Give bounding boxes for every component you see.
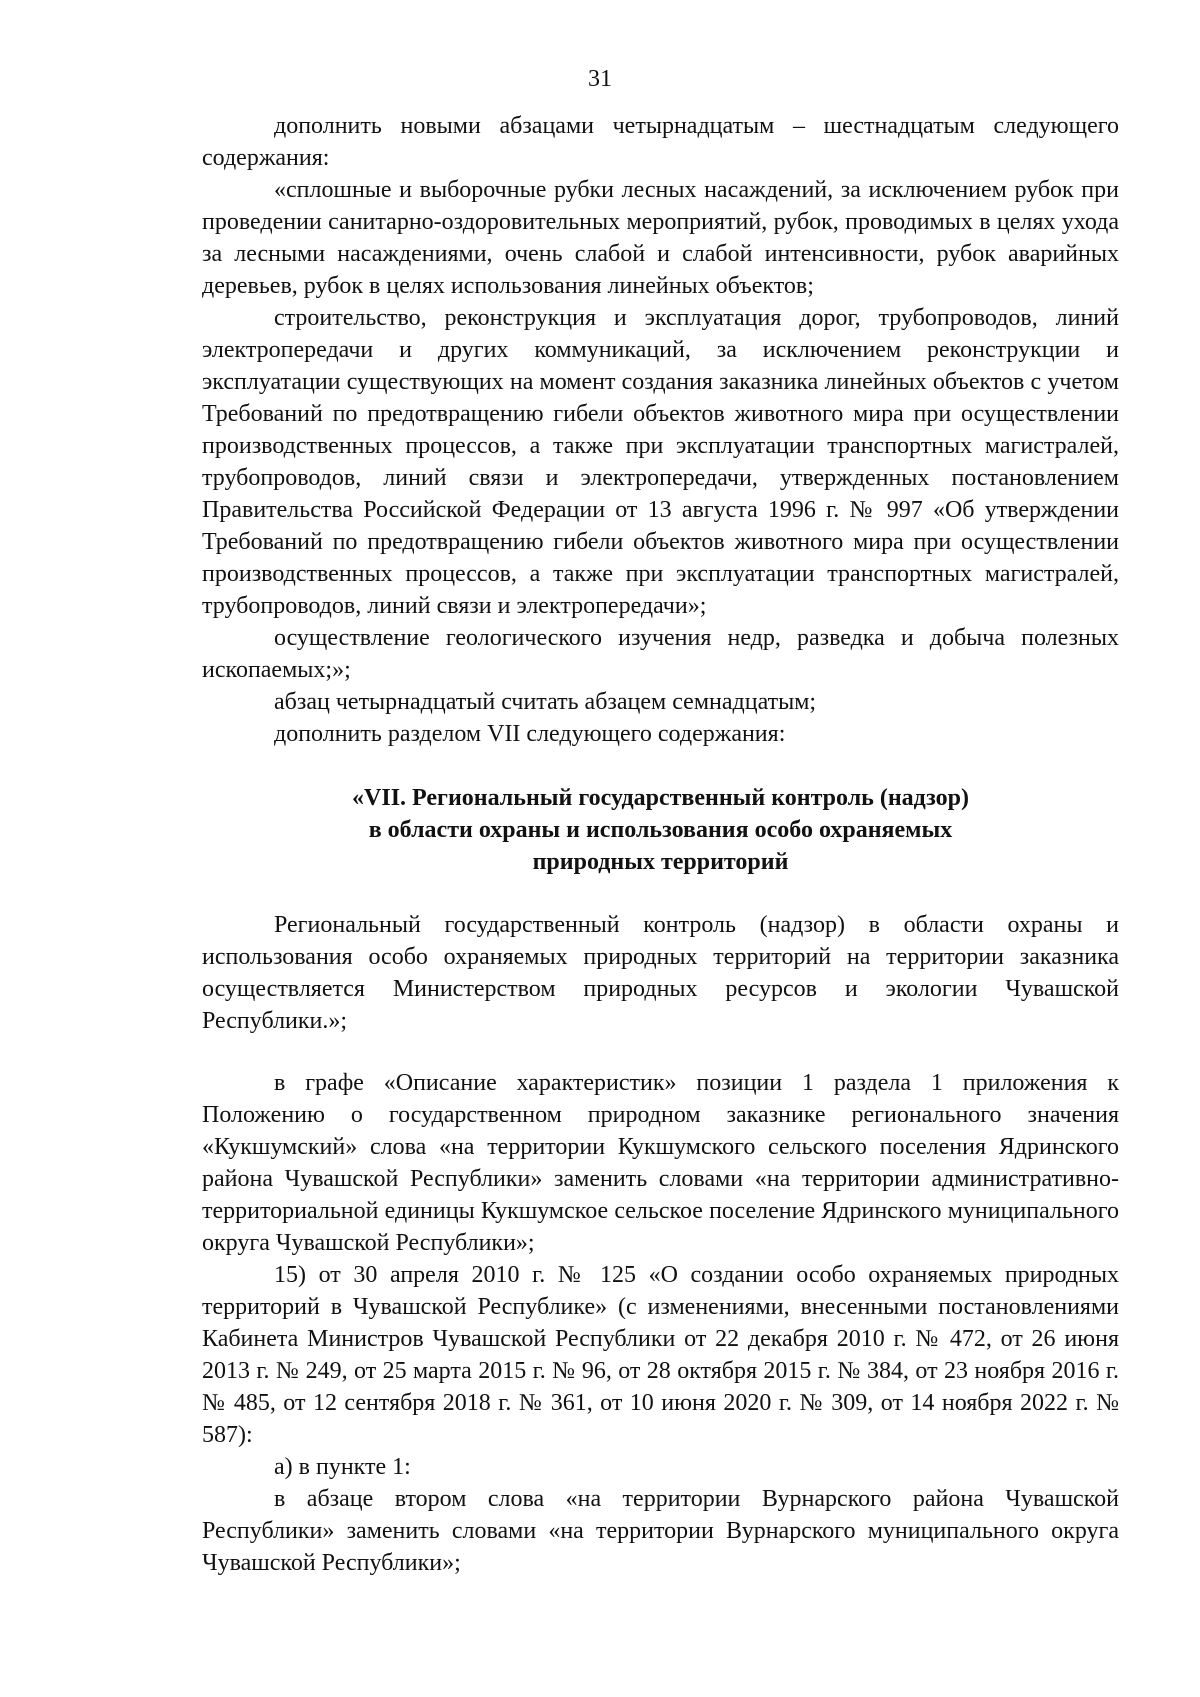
paragraph: абзац четырнадцатый считать абзацем семнадцатым;	[274, 689, 817, 715]
paragraph: осуществление геологического изучения недр, разведка и добыча полезных ископаемых;»;	[202, 625, 1119, 683]
section-heading-line: в области охраны и использования особо охраняемых	[368, 817, 953, 843]
paragraph: дополнить новыми абзацами четырнадцатым – шестнадцатым следующего содержания:	[202, 113, 1119, 171]
section-heading-line: природных территорий	[532, 849, 789, 875]
paragraph: «сплошные и выборочные рубки лесных насаждений, за исключением рубок при проведении санитарно-оздоровительных мероприятий, рубок, проводимых в целях ухода за лесными насаждениями, очень слабой и слабой интенсивности, рубок аварийных деревьев, рубок в целях использования линейных объектов;	[202, 177, 1119, 299]
paragraph: в абзаце втором слова «на территории Вурнарского района Чувашской Республики» заменить словами «на территории Вурнарского муниципального округа Чувашской Республики»;	[202, 1486, 1119, 1576]
document-body	[202, 110, 1119, 1579]
paragraph: строительство, реконструкция и эксплуатация дорог, трубопроводов, линий электропередачи и других коммуникаций, за исключением реконструкции и эксплуатации существующих на момент создания заказника линейных объектов с учетом Требований по предотвращению гибели объектов животного мира при осуществлении производственных процессов, а также при эксплуатации транспортных магистралей, трубопроводов, линий связи и электропередачи, утвержденных постановлением Правительства Российской Федерации от 13 августа 1996 г. № 997 «Об утверждении Требований по предотвращению гибели объектов животного мира при осуществлении производственных процессов, а также при эксплуатации транспортных магистралей, трубопроводов, линий связи и электропередачи»;	[202, 305, 1119, 619]
paragraph-gap	[202, 1037, 1119, 1067]
paragraph: 15) от 30 апреля 2010 г. № 125 «О создании особо охраняемых природных территорий в Чувашской Республике» (с изменениями, внесенными постановлениями Кабинета Министров Чувашской Республики от 22 декабря 2010 г. № 472, от 26 июня 2013 г. № 249, от 25 марта 2015 г. № 96, от 28 октября 2015 г. № 384, от 23 ноября 2016 г. № 485, от 12 сентября 2018 г. № 361, от 10 июня 2020 г. № 309, от 14 ноября 2022 г. № 587):	[202, 1262, 1119, 1448]
paragraph: в графе «Описание характеристик» позиции 1 раздела 1 приложения к Положению о государственном природном заказнике регионального значения «Кукшумский» слова «на территории Кукшумского сельского поселения Ядринского района Чувашской Республики» заменить словами «на территории административно-территориальной единицы Кукшумское сельское поселение Ядринского муниципального округа Чувашской Республики»;	[202, 1070, 1119, 1256]
paragraph: дополнить разделом VII следующего содержания:	[274, 721, 786, 747]
paragraph: а) в пункте 1:	[274, 1454, 411, 1480]
paragraph: Региональный государственный контроль (надзор) в области охраны и использования особо охраняемых природных территорий на территории заказника осуществляется Министерством природных ресурсов и экологии Чувашской Республики.»;	[202, 912, 1119, 1034]
section-heading-line: «VII. Региональный государственный контроль (надзор)	[352, 785, 969, 811]
page-number: 31	[588, 66, 612, 92]
section-heading	[202, 782, 1119, 878]
